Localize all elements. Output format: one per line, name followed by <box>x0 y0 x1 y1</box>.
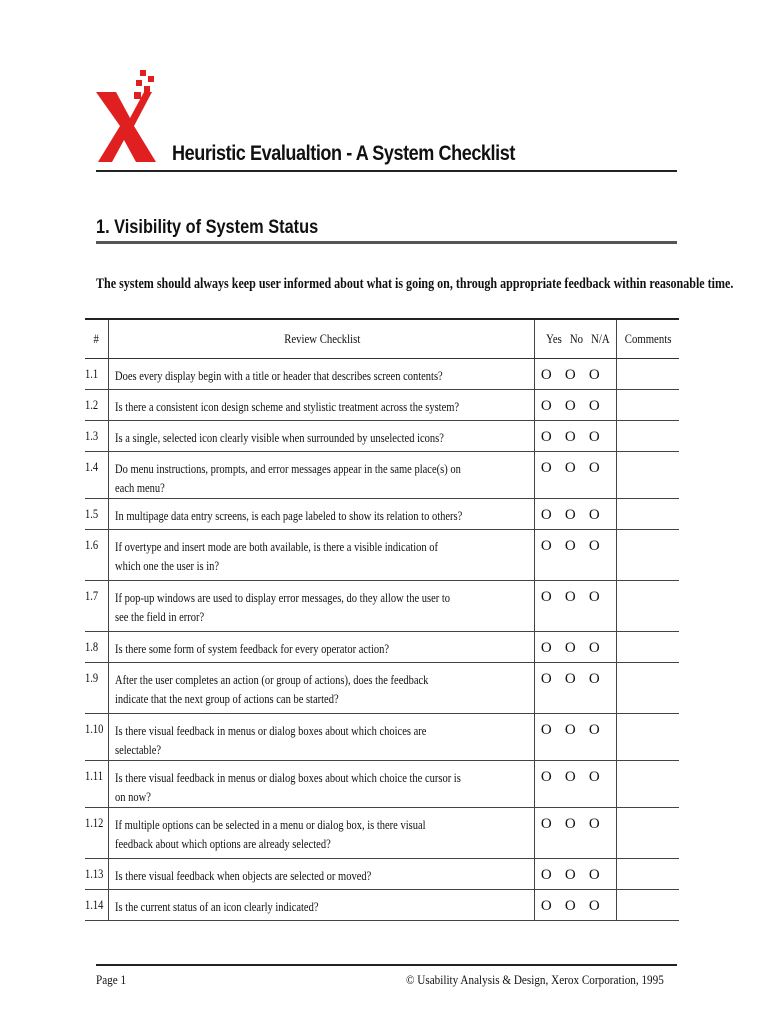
item-number: 1.13 <box>85 859 108 890</box>
answer-options <box>534 530 616 581</box>
answer-options <box>534 452 616 499</box>
radio-yes[interactable]: O <box>540 589 552 605</box>
answer-options <box>534 632 616 663</box>
comments-cell[interactable] <box>617 859 679 890</box>
radio-no[interactable]: O <box>564 898 576 914</box>
table-row <box>85 714 679 761</box>
item-number: 1.1 <box>85 359 108 390</box>
radio-na[interactable]: O <box>588 367 600 383</box>
comments-cell[interactable] <box>617 530 679 581</box>
answer-options <box>534 859 616 890</box>
radio-no[interactable]: O <box>564 722 576 738</box>
radio-na[interactable]: O <box>588 867 600 883</box>
table-row <box>85 499 679 530</box>
table-row <box>85 859 679 890</box>
radio-na[interactable]: O <box>588 898 600 914</box>
answer-options <box>534 581 616 632</box>
comments-cell[interactable] <box>617 890 679 921</box>
comments-cell[interactable] <box>617 390 679 421</box>
radio-na[interactable]: O <box>588 640 600 656</box>
answer-options <box>534 421 616 452</box>
answer-options <box>534 808 616 859</box>
table-header-row <box>85 319 679 359</box>
radio-yes[interactable]: O <box>540 398 552 414</box>
answer-options <box>534 499 616 530</box>
checklist-question: After the user completes an action (or group of actions), does the feedback indicate that the next group of actions can be started? <box>108 663 534 714</box>
table-row <box>85 390 679 421</box>
checklist-question: Does every display begin with a title or header that describes screen contents? <box>108 359 534 390</box>
checklist-question: Is there some form of system feedback for every operator action? <box>108 632 534 663</box>
radio-no[interactable]: O <box>564 429 576 445</box>
radio-na[interactable]: O <box>588 429 600 445</box>
header-yes: Yes <box>546 331 562 346</box>
page-number: Page 1 <box>96 972 127 987</box>
comments-cell[interactable] <box>617 581 679 632</box>
item-number: 1.10 <box>85 714 108 761</box>
radio-no[interactable]: O <box>564 867 576 883</box>
item-number: 1.5 <box>85 499 108 530</box>
header-na: N/A <box>590 331 610 346</box>
item-number: 1.12 <box>85 808 108 859</box>
radio-yes[interactable]: O <box>540 429 552 445</box>
checklist-question: Do menu instructions, prompts, and error messages appear in the same place(s) on each menu? <box>108 452 534 499</box>
radio-na[interactable]: O <box>588 460 600 476</box>
header-answers <box>534 319 616 359</box>
header-number: # <box>85 319 108 359</box>
radio-yes[interactable]: O <box>540 867 552 883</box>
radio-yes[interactable]: O <box>540 507 552 523</box>
comments-cell[interactable] <box>617 761 679 808</box>
item-number: 1.9 <box>85 663 108 714</box>
checklist-question: Is there a consistent icon design scheme and stylistic treatment across the system? <box>108 390 534 421</box>
item-number: 1.4 <box>85 452 108 499</box>
radio-yes[interactable]: O <box>540 538 552 554</box>
table-row <box>85 808 679 859</box>
comments-cell[interactable] <box>617 359 679 390</box>
checklist-question: If overtype and insert mode are both available, is there a visible indication of which one the user is in? <box>108 530 534 581</box>
table-row <box>85 890 679 921</box>
radio-na[interactable]: O <box>588 769 600 785</box>
radio-yes[interactable]: O <box>540 367 552 383</box>
section-title: 1. Visibility of System Status <box>96 217 319 238</box>
answer-options <box>534 761 616 808</box>
answer-options <box>534 890 616 921</box>
comments-cell[interactable] <box>617 663 679 714</box>
table-row <box>85 359 679 390</box>
radio-na[interactable]: O <box>588 816 600 832</box>
section-divider <box>96 241 677 244</box>
comments-cell[interactable] <box>617 421 679 452</box>
table-row <box>85 421 679 452</box>
review-checklist-table <box>85 318 679 921</box>
radio-no[interactable]: O <box>564 769 576 785</box>
radio-yes[interactable]: O <box>540 722 552 738</box>
header-no: No <box>569 331 583 346</box>
radio-no[interactable]: O <box>564 507 576 523</box>
title-divider <box>96 170 677 172</box>
radio-na[interactable]: O <box>588 398 600 414</box>
checklist-question: Is the current status of an icon clearly indicated? <box>108 890 534 921</box>
radio-no[interactable]: O <box>564 589 576 605</box>
radio-no[interactable]: O <box>564 671 576 687</box>
radio-yes[interactable]: O <box>540 671 552 687</box>
table-row <box>85 761 679 808</box>
comments-cell[interactable] <box>617 499 679 530</box>
radio-yes[interactable]: O <box>540 769 552 785</box>
comments-cell[interactable] <box>617 632 679 663</box>
radio-na[interactable]: O <box>588 671 600 687</box>
checklist-question: If pop-up windows are used to display error messages, do they allow the user to see the field in error? <box>108 581 534 632</box>
comments-cell[interactable] <box>617 714 679 761</box>
radio-no[interactable]: O <box>564 460 576 476</box>
item-number: 1.7 <box>85 581 108 632</box>
item-number: 1.8 <box>85 632 108 663</box>
item-number: 1.3 <box>85 421 108 452</box>
header-comments: Comments <box>617 319 679 359</box>
radio-yes[interactable]: O <box>540 816 552 832</box>
checklist-question: Is there visual feedback in menus or dialog boxes about which choice the cursor is on now? <box>108 761 534 808</box>
item-number: 1.2 <box>85 390 108 421</box>
answer-options <box>534 359 616 390</box>
item-number: 1.11 <box>85 761 108 808</box>
table-row <box>85 663 679 714</box>
xerox-logo-icon <box>96 70 158 162</box>
checklist-question: Is there visual feedback in menus or dialog boxes about which choices are selectable? <box>108 714 534 761</box>
table-row <box>85 632 679 663</box>
radio-yes[interactable]: O <box>540 898 552 914</box>
comments-cell[interactable] <box>617 808 679 859</box>
radio-na[interactable]: O <box>588 507 600 523</box>
radio-na[interactable]: O <box>588 722 600 738</box>
checklist-question: In multipage data entry screens, is each page labeled to show its relation to others? <box>108 499 534 530</box>
table-row <box>85 452 679 499</box>
radio-yes[interactable]: O <box>540 640 552 656</box>
radio-no[interactable]: O <box>564 367 576 383</box>
radio-no[interactable]: O <box>564 398 576 414</box>
checklist-question: If multiple options can be selected in a menu or dialog box, is there visual feedback about which options are already selected? <box>108 808 534 859</box>
radio-no[interactable]: O <box>564 538 576 554</box>
item-number: 1.14 <box>85 890 108 921</box>
comments-cell[interactable] <box>617 452 679 499</box>
checklist-question: Is there visual feedback when objects are selected or moved? <box>108 859 534 890</box>
radio-yes[interactable]: O <box>540 460 552 476</box>
radio-no[interactable]: O <box>564 816 576 832</box>
copyright-notice: © Usability Analysis & Design, Xerox Corporation, 1995 <box>406 972 664 987</box>
table-row <box>85 530 679 581</box>
document-title: Heuristic Evalualtion - A System Checklist <box>172 142 515 165</box>
answer-options <box>534 390 616 421</box>
checklist-question: Is a single, selected icon clearly visible when surrounded by unselected icons? <box>108 421 534 452</box>
table-row <box>85 581 679 632</box>
answer-options <box>534 663 616 714</box>
header-review-checklist: Review Checklist <box>108 319 534 359</box>
answer-options <box>534 714 616 761</box>
item-number: 1.6 <box>85 530 108 581</box>
radio-na[interactable]: O <box>588 589 600 605</box>
radio-na[interactable]: O <box>588 538 600 554</box>
radio-no[interactable]: O <box>564 640 576 656</box>
footer-divider <box>96 964 677 966</box>
section-intro: The system should always keep user informed about what is going on, through appropriate feedback within reasonable time. <box>96 276 734 292</box>
